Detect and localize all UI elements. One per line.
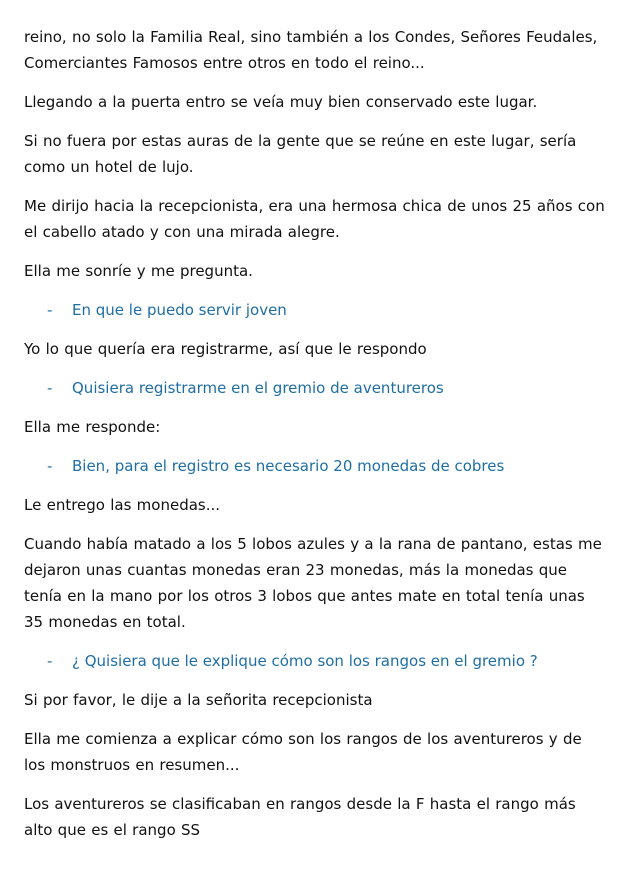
dialogue-text: ¿ Quisiera que le explique cómo son los rangos en el gremio ? [72, 652, 538, 670]
document-body [24, 24, 606, 856]
dialogue-dash: - [47, 379, 53, 397]
paragraph: Si por favor, le dije a la señorita recepcionista [24, 691, 373, 709]
dialogue-dash: - [47, 652, 53, 670]
paragraph: Me dirijo hacia la recepcionista, era una hermosa chica de unos 25 años con el cabello atado y con una mirada alegre. [24, 197, 605, 241]
dialogue-text: En que le puedo servir joven [72, 301, 287, 319]
paragraph: reino, no solo la Familia Real, sino también a los Condes, Señores Feudales, Comerciantes Famosos entre otros en todo el reino... [24, 28, 598, 72]
paragraph: Le entrego las monedas... [24, 496, 221, 514]
dialogue-dash: - [47, 301, 53, 319]
paragraph: Si no fuera por estas auras de la gente que se reúne en este lugar, sería como un hotel de lujo. [24, 132, 577, 176]
dialogue-dash: - [47, 457, 53, 475]
paragraph: Ella me sonríe y me pregunta. [24, 262, 253, 280]
dialogue-text: Bien, para el registro es necesario 20 monedas de cobres [72, 457, 505, 475]
dialogue-line [24, 648, 606, 674]
paragraph: Llegando a la puerta entro se veía muy bien conservado este lugar. [24, 93, 538, 111]
dialogue-line [24, 297, 606, 323]
dialogue-line [24, 453, 606, 479]
paragraph: Yo lo que quería era registrarme, así que le respondo [24, 340, 427, 358]
dialogue-line [24, 375, 606, 401]
paragraph: Cuando había matado a los 5 lobos azules y a la rana de pantano, estas me dejaron unas cuantas monedas eran 23 monedas, más la monedas que tenía en la mano por los otros 3 lobos que antes mate en total tenía unas 35 monedas en total. [24, 535, 602, 631]
dialogue-text: Quisiera registrarme en el gremio de aventureros [72, 379, 444, 397]
paragraph: Ella me responde: [24, 418, 161, 436]
paragraph: Los aventureros se clasificaban en rangos desde la F hasta el rango más alto que es el rango SS [24, 795, 576, 839]
paragraph: Ella me comienza a explicar cómo son los rangos de los aventureros y de los monstruos en resumen... [24, 730, 582, 774]
